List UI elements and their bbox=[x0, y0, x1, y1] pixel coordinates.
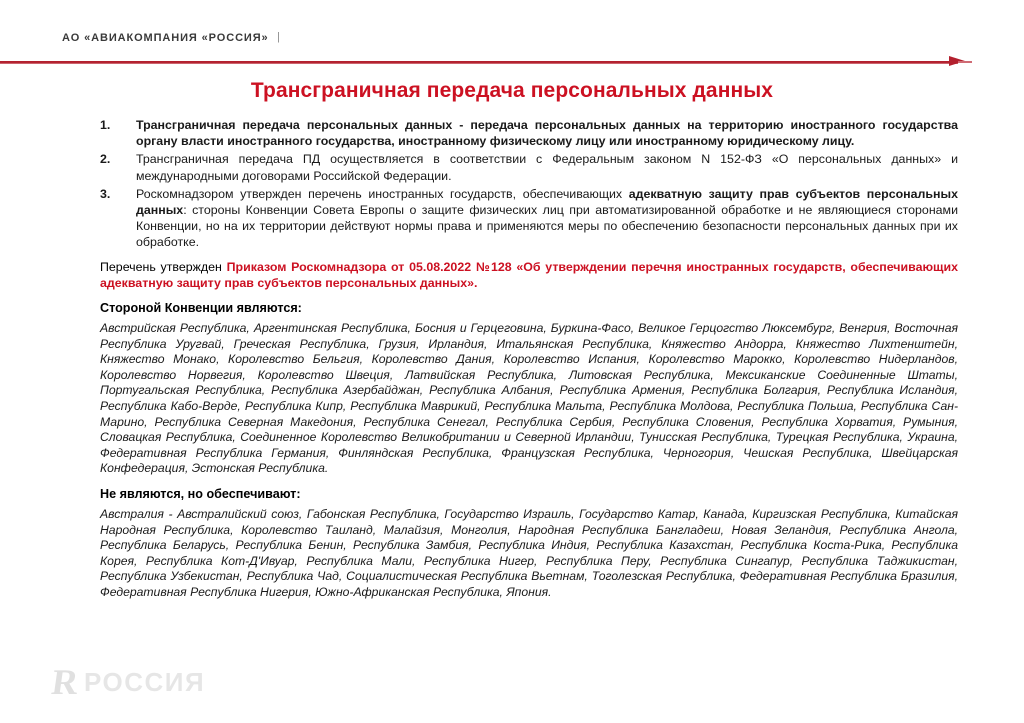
slide-header bbox=[0, 0, 1024, 62]
order-paragraph bbox=[100, 259, 958, 291]
list-item-text-lead: Роскомнадзором утвержден перечень иностранных государств, обеспечивающих bbox=[136, 186, 629, 201]
country-list-non-parties: Австралия - Австралийский союз, Габонская Республика, Государство Израиль, Государство Катар, Канада, Киргизская Республика, Китайская Народная Республика, Королевство Таиланд, Малайзия, Монголия, Народная Республика Бангладеш, Новая Зеландия, Республика Ангола, Республика Беларусь, Республика Бенин, Республика Замбия, Республика Индия, Республика Казахстан, Республика Коста-Рика, Республика Корея, Республика Кот-Д'Ивуар, Республика Мали, Республика Нигер, Республика Перу, Республика Сингапур, Республика Таджикистан, Республика Узбекистан, Республика Чад, Социалистическая Республика Вьетнам, Тоголезская Республика, Федеративная Республика Бразилия, Федеративная Республика Нигерия, Южно-Африканская Республика, Япония. bbox=[100, 506, 958, 599]
section-heading-convention-parties: Стороной Конвенции являются: bbox=[100, 301, 302, 316]
list-item-marker: 3. bbox=[100, 186, 111, 201]
section-heading-non-parties: Не являются, но обеспечивают: bbox=[100, 486, 301, 501]
list-item-text: Трансграничная передача персональных данных - передача персональных данных на территорию иностранного государства органу власти иностранного государства, иностранному физическому лицу или иностранному юридическому лицу. bbox=[136, 118, 958, 149]
slide-content bbox=[100, 117, 958, 601]
footer-logo-wordmark: РОССИЯ bbox=[84, 667, 206, 697]
header-red-rule bbox=[0, 61, 958, 64]
page-title: Трансграничная передача персональных данных bbox=[250, 79, 774, 102]
header-company-name: АО «АВИАКОМПАНИЯ «РОССИЯ» bbox=[62, 32, 269, 44]
header-separator: | bbox=[277, 31, 280, 43]
order-paragraph-highlight: Приказом Роскомнадзора от 05.08.2022 №128 «Об утверждении перечня иностранных государств, обеспечивающих адекватную защиту прав субъектов персональных данных». bbox=[100, 259, 959, 290]
list-item-marker: 1. bbox=[100, 118, 111, 132]
list-item bbox=[100, 186, 958, 251]
list-item bbox=[100, 151, 958, 183]
footer-logo bbox=[49, 660, 206, 704]
list-item bbox=[100, 117, 958, 149]
numbered-list bbox=[100, 117, 958, 251]
order-paragraph-lead: Перечень утвержден bbox=[100, 259, 227, 274]
list-item-text: Трансграничная передача ПД осуществляется в соответствии с Федеральным законом N 152-ФЗ «О персональных данных» и международными договорами Российской Федерации. bbox=[136, 152, 958, 183]
rossiya-r-icon: R bbox=[49, 662, 81, 702]
country-list-convention-parties: Австрийская Республика, Аргентинская Республика, Босния и Герцеговина, Буркина-Фасо, Великое Герцогство Люксембург, Венгрия, Восточная Республика Уругвай, Греческая Республика, Грузия, Ирландия, Итальянская Республика, Княжество Андорра, Княжество Лихтенштейн, Княжество Монако, Королевство Бельгия, Королевство Дания, Королевство Испания, Королевство Марокко, Королевство Нидерландов, Королевство Норвегия, Королевство Швеция, Латвийская Республика, Литовская Республика, Мексиканские Соединенные Штаты, Португальская Республика, Республика Азербайджан, Республика Албания, Республика Армения, Республика Болгария, Республика Исландия, Республика Кабо-Верде, Республика Кипр, Республика Маврикий, Республика Мальта, Республика Молдова, Республика Польша, Республика Сан-Марино, Республика Северная Македония, Республика Сенегал, Республика Сербия, Республика Словения, Республика Хорватия, Румыния, Словацкая Республика, Соединенное Королевство Великобритании и Северной Ирландии, Тунисская Республика, Турецкая Республика, Украина, Федеративная Республика Германия, Финляндская Республика, Французская Республика, Черногория, Чешская Республика, Швейцарская Конфедерация, Эстонская Республика. bbox=[100, 321, 958, 476]
list-item-text-tail: : стороны Конвенции Совета Европы о защите физических лиц при автоматизированной обработке и не являющиеся сторонами Конвенции, но на их территории действуют нормы права и применяются меры по обеспечению безопасности персональных данных при их обработке. bbox=[136, 203, 958, 250]
list-item-text-emphasis: адекватную защиту прав субъектов персональных данных bbox=[136, 186, 958, 218]
header-arrow-tail bbox=[958, 61, 972, 63]
list-item-marker: 2. bbox=[100, 152, 111, 167]
